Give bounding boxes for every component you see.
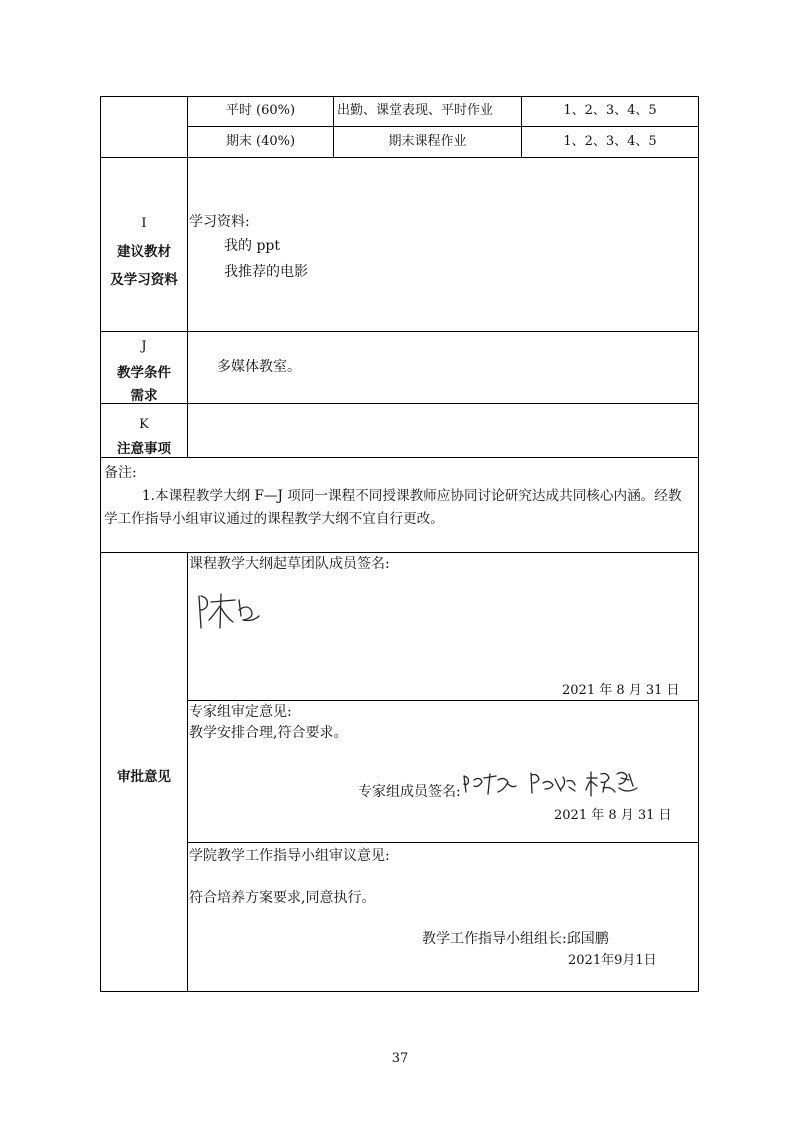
expert-section-top	[187, 700, 699, 701]
approval-label: 审批意见	[117, 769, 171, 785]
section-i-item-2: 我推荐的电影	[224, 264, 308, 280]
assessment-content-regular: 出勤、课堂表现、平时作业	[337, 103, 494, 118]
assessment-row-divider	[187, 126, 699, 127]
college-date: 2021年9月1日	[568, 953, 657, 968]
section-k-letter: K	[139, 417, 149, 432]
expert-signature-label: 专家组成员签名:	[358, 784, 461, 800]
college-opinion: 符合培养方案要求,同意执行。	[189, 890, 376, 906]
assessment-content-final: 期末课程作业	[388, 134, 467, 149]
table-right-border	[698, 96, 699, 992]
drafting-signature	[195, 588, 265, 632]
remarks-line-2: 学工作指导小组审议通过的课程教学大纲不宜自行更改。	[104, 511, 444, 527]
drafting-heading: 课程教学大纲起草团队成员签名:	[189, 556, 390, 572]
section-i-title-line1: 建议教材	[117, 244, 171, 260]
expert-heading: 专家组审定意见:	[189, 704, 292, 720]
drafting-date: 2021 年 8 月 31 日	[562, 683, 680, 698]
table-bottom-border	[100, 991, 699, 992]
section-k-top	[100, 403, 699, 404]
assessment-objectives-final: 1、2、3、4、5	[563, 134, 657, 149]
assessment-type-final: 期末 (40%)	[225, 134, 296, 149]
section-k-title: 注意事项	[117, 441, 171, 457]
section-i-top	[100, 157, 699, 158]
section-j-content: 多媒体教室。	[217, 359, 301, 375]
section-j-top	[100, 331, 699, 332]
section-i-heading: 学习资料:	[189, 214, 250, 230]
approval-top	[100, 552, 699, 553]
assessment-type-regular: 平时 (60%)	[225, 103, 296, 118]
college-leader: 教学工作指导小组组长:邱国鹏	[422, 931, 609, 947]
expert-signature-1	[460, 770, 520, 800]
remarks-top	[100, 457, 699, 458]
assessment-objectives-regular: 1、2、3、4、5	[563, 103, 657, 118]
remarks-label: 备注:	[104, 465, 137, 481]
expert-opinion: 教学安排合理,符合要求。	[189, 725, 348, 741]
section-j-title-line1: 教学条件	[117, 365, 171, 381]
section-j-title-line2: 需求	[130, 388, 158, 404]
college-section-top	[187, 842, 699, 843]
page-number: 37	[391, 1051, 409, 1066]
expert-signature-3	[585, 766, 641, 800]
college-heading: 学院教学工作指导小组审议意见:	[189, 848, 390, 864]
section-i-letter: I	[141, 216, 147, 231]
section-i-item-1: 我的 ppt	[224, 238, 280, 254]
section-i-title-line2: 及学习资料	[110, 272, 178, 288]
section-j-letter: J	[141, 339, 147, 354]
expert-date: 2021 年 8 月 31 日	[554, 808, 672, 823]
expert-signature-2	[527, 769, 579, 799]
table-top-border	[100, 96, 699, 97]
remarks-line-1: 1.本课程教学大纲 F—J 项同一课程不同授课教师应协同讨论研究达成共同核心内涵。经教	[142, 488, 682, 504]
label-column-divider-bottom	[187, 552, 188, 992]
